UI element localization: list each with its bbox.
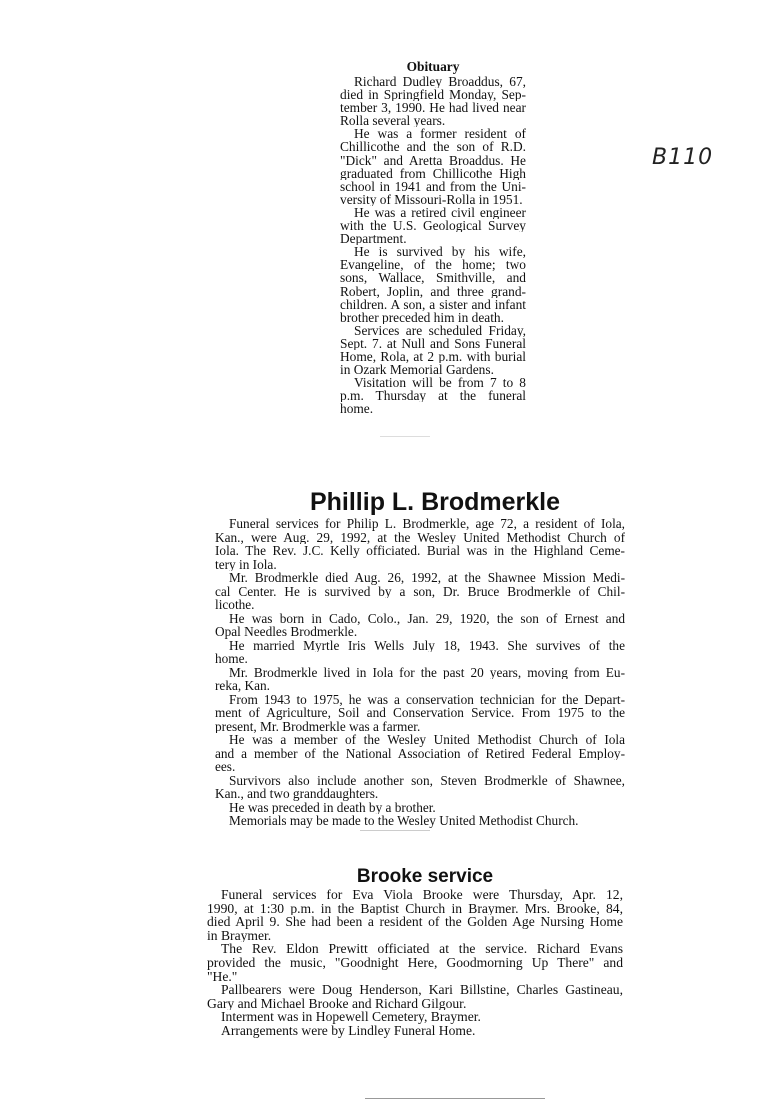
text-line: 1990, at 1:30 p.m. in the Baptist Church in Braymer. Mrs. Brooke, 84, [207,901,623,916]
text-line: children. A son, a sister and infant [340,297,526,311]
text-line: brother preceded him in death. [340,310,504,324]
obituary-brodmerkle [215,488,625,828]
text-line: sons, Wallace, Smithville, and [340,271,526,285]
text-line: licothe. [215,598,255,612]
text-line: home. [340,402,374,416]
text-line: Rolla several years. [340,114,446,128]
text-line: Chillicothe and the son of R.D. [340,140,526,154]
text-line: Gary and Michael Brooke and Richard Gilgour. [207,996,467,1011]
text-line: He is survived by his wife, [354,245,526,259]
divider [380,436,430,437]
text-line: died in Springfield Monday, Sep- [340,88,526,102]
text-line: Department. [340,232,407,246]
obituary-brooke [207,866,623,1038]
text-line: reka, Kan. [215,679,271,693]
text-line: versity of Missouri-Rolla in 1951. [340,192,523,206]
text-line: Sept. 7. at Null and Sons Funeral [340,336,526,350]
text-line: He was preceded in death by a brother. [229,800,436,814]
text-line: Evangeline, of the home; two [340,258,526,272]
handwritten-page-number: B110 [652,145,714,170]
text-line: graduated from Chillicothe High [340,166,526,180]
text-line: Memorials may be made to the Wesley United Methodist Church. [229,814,579,828]
text-line: p.m. Thursday at the funeral [340,389,526,403]
text-line: Mr. Brodmerkle died Aug. 26, 1992, at the Shawnee Mission Medi- [229,571,625,585]
text-line: Iola. The Rev. J.C. Kelly officiated. Burial was in the Highland Ceme- [215,544,625,558]
text-line: Interment was in Hopewell Cemetery, Braymer. [221,1010,481,1024]
text-line: ment of Agriculture, Soil and Conservation Service. From 1975 to the [215,706,625,720]
text-line: Funeral services for Eva Viola Brooke were Thursday, Apr. 12, [221,888,623,902]
text-line: "Dick" and Aretta Broaddus. He [340,153,526,167]
text-line: school in 1941 and from the Uni- [340,179,526,193]
divider [360,830,430,831]
divider [365,1098,545,1099]
text-line: and a member of the National Association of Retired Federal Employ- [215,746,625,760]
text-line: in Braymer. [207,928,272,943]
text-line: Kan., and two granddaughters. [215,787,379,801]
text-line: The Rev. Eldon Prewitt officiated at the service. Richard Evans [221,942,623,956]
text-line: From 1943 to 1975, he was a conservation technician for the Depart- [229,692,625,706]
text-line: provided the music, "Goodnight Here, Goodmorning Up There" and [207,955,623,970]
text-line: Funeral services for Philip L. Brodmerkle, age 72, a resident of Iola, [229,517,625,531]
text-line: Pallbearers were Doug Henderson, Kari Billstine, Charles Gastineau, [221,983,623,997]
text-line: Services are scheduled Friday, [354,323,526,337]
text-line: home. [215,652,248,666]
obituary-body [340,75,526,415]
text-line: tery in Iola. [215,557,277,571]
obituary-body [207,888,623,1038]
text-line: Visitation will be from 7 to 8 [354,376,526,390]
text-line: He married Myrtle Iris Wells July 18, 1943. She survives of the [229,638,625,652]
text-line: Opal Needles Brodmerkle. [215,625,358,639]
text-line: He was a member of the Wesley United Methodist Church of Iola [229,733,625,747]
text-line: He was a retired civil engineer [354,205,526,220]
text-line: tember 3, 1990. He had lived near [340,101,526,115]
text-line: with the U.S. Geological Survey [340,219,526,233]
text-line: "He." [207,969,238,984]
text-line: cal Center. He is survived by a son, Dr. Bruce Brodmerkle of Chil- [215,584,625,598]
obituary-broaddus [340,60,526,415]
text-line: He was a former resident of [354,127,526,141]
text-line: Mr. Brodmerkle lived in Iola for the past 20 years, moving from Eu- [229,665,625,679]
obituary-heading: Brooke service [356,866,494,887]
text-line: Arrangements were by Lindley Funeral Home. [221,1023,476,1038]
text-line: Kan., were Aug. 29, 1992, at the Wesley United Methodist Church of [215,530,625,544]
obituary-heading: Phillip L. Brodmerkle [309,488,561,516]
text-line: Robert, Joplin, and three grand- [340,284,526,298]
text-line: present, Mr. Brodmerkle was a farmer. [215,719,421,733]
text-line: Richard Dudley Broaddus, 67, [354,75,526,89]
text-line: Survivors also include another son, Steven Brodmerkle of Shawnee, [229,773,625,787]
text-line: in Ozark Memorial Gardens. [340,363,494,377]
text-line: died April 9. She had been a resident of the Golden Age Nursing Home [207,915,623,929]
obituary-body [215,517,625,828]
text-line: Home, Rola, at 2 p.m. with burial [340,349,526,364]
obituary-heading: Obituary [406,59,460,74]
text-line: ees. [215,760,236,774]
text-line: He was born in Cado, Colo., Jan. 29, 1920, the son of Ernest and [229,611,625,625]
